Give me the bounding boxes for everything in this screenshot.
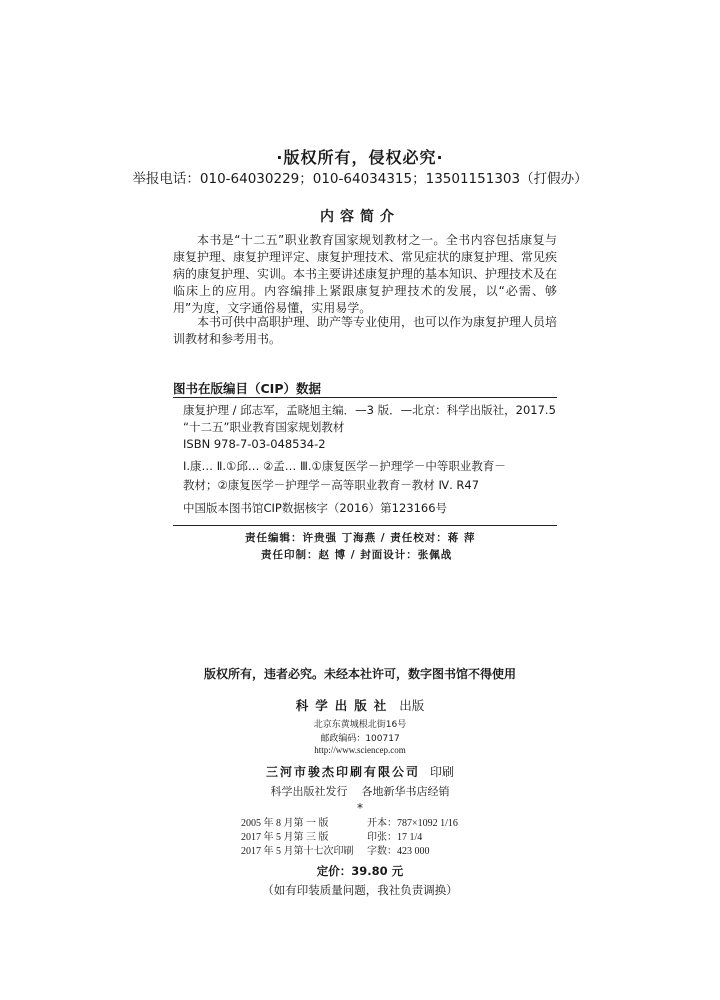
retailer: 各地新华书店经销: [361, 785, 450, 798]
publisher-postcode: 邮政编码：100717: [320, 734, 400, 744]
cip-line-title: 康复护理 / 邱志军，孟晓旭主编．—3 版．—北京：科学出版社，2017.5: [183, 403, 556, 417]
distributor: 科学出版社发行: [270, 785, 348, 798]
editors-line-2: 责任印制：赵 博 / 封面设计：张佩战: [261, 549, 453, 561]
summary-paragraph-1: 本书是“十二五”职业教育国家规划教材之一。全书内容包括康复与康复护理、康复护理评定、康复护理技术、常见症状的康复护理、常见疾病的康复护理、实训。本书主要讲述康复护理的基本知识、护理技术及在临床上的应用。内容编排上紧跟康复护理技术的发展，以“必需、够用”为度，文字通俗易懂，实用易学。: [173, 233, 558, 315]
edition-date: 2017 年 5 月第十七次印刷: [241, 846, 354, 857]
report-phone-line: 举报电话：010-64030229；010-64034315；13501151303（打假办）: [132, 171, 588, 187]
edition-spec: 字数：423 000: [367, 846, 430, 857]
publisher-name: 科学出版社: [295, 698, 394, 713]
publisher-suffix: 出版: [399, 698, 425, 713]
cip-line-subjects-2: 教材；②康复医学－护理学－高等职业教育－教材 Ⅳ. R47: [183, 478, 480, 492]
cip-line-isbn: ISBN 978-7-03-048534-2: [183, 437, 326, 451]
publisher-website: http://www.sciencep.com: [314, 745, 406, 755]
printer-name: 三河市骏杰印刷有限公司: [265, 765, 420, 779]
edition-spec: 开本：787×1092 1/16: [367, 818, 458, 829]
cip-line-subjects-1: Ⅰ.康… Ⅱ.①邱… ②孟… Ⅲ.①康复医学－护理学－中等职业教育－: [183, 459, 506, 473]
content-summary-heading: 内容简介: [320, 209, 400, 225]
edition-date: 2005 年 8 月第 一 版: [241, 818, 329, 829]
editors-credits: [245, 530, 585, 564]
edition-row: [241, 831, 501, 845]
edition-date: 2017 年 5 月第 三 版: [241, 832, 329, 843]
distribution-line: [0, 783, 720, 799]
cip-heading: 图书在版编目（CIP）数据: [173, 381, 321, 396]
printer-line: [0, 763, 720, 780]
publisher-address: 北京东黄城根北街16号: [313, 720, 407, 730]
edition-row: [241, 845, 501, 859]
edition-info: [241, 817, 501, 859]
copyright-title: ·版权所有，侵权必究·: [276, 148, 444, 167]
replacement-note: （如有印装质量问题，我社负责调换）: [262, 883, 458, 897]
separator-star: *: [357, 801, 363, 815]
edition-spec: 印张：17 1/4: [367, 832, 423, 843]
summary-paragraph-2: 本书可供中高职护理、助产等专业使用，也可以作为康复护理人员培训教材和参考用书。: [173, 315, 558, 346]
cip-line-series: “十二五”职业教育国家规划教材: [183, 420, 345, 434]
cip-line-record-number: 中国版本图书馆CIP数据核字（2016）第123166号: [183, 501, 448, 515]
editors-line-1: 责任编辑：许贵强 丁海燕 / 责任校对：蒋 萍: [245, 532, 476, 544]
edition-row: [241, 817, 501, 831]
publisher-line: [0, 696, 720, 714]
printer-suffix: 印刷: [430, 765, 455, 779]
price: 定价：39.80 元: [316, 864, 404, 878]
rights-notice: 版权所有，违者必究。未经本社许可，数字图书馆不得使用: [203, 667, 516, 681]
